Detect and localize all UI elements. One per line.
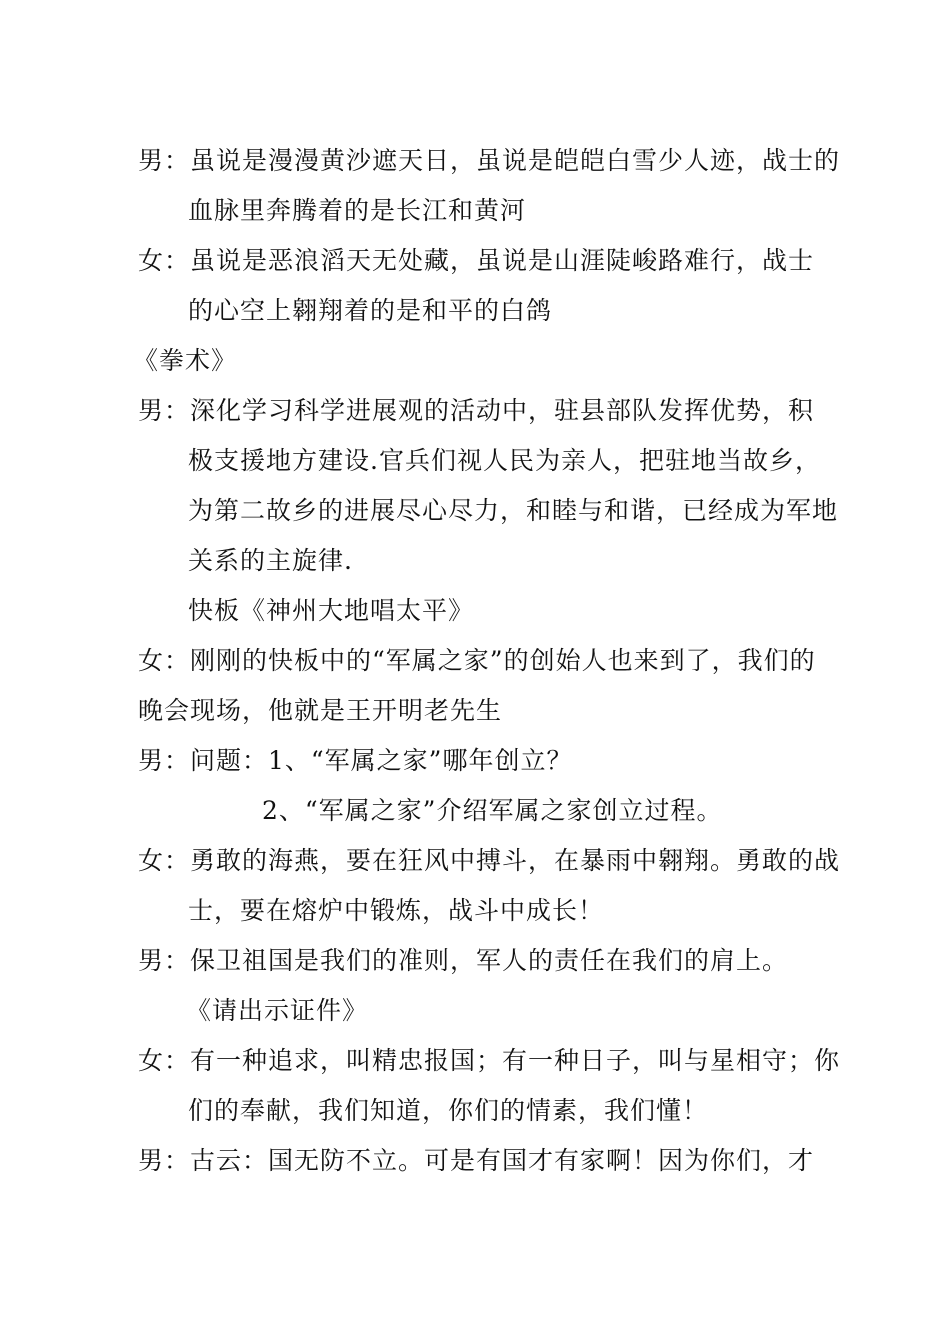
text-line-8: 为第二故乡的进展尽心尽力，和睦与和谐，已经成为军地 (188, 496, 839, 525)
text-line-14: 2、“军属之家”介绍军属之家创立过程。 (262, 796, 723, 825)
text-line-7: 极支援地方建设.官兵们视人民为亲人，把驻地当故乡， (188, 446, 821, 475)
text-line-11: 女：刚刚的快板中的“军属之家”的创始人也来到了，我们的 (138, 646, 816, 675)
text-line-13: 男：问题：1、“军属之家”哪年创立？ (138, 746, 573, 775)
section-title-quanshu: 《拳术》 (133, 346, 238, 375)
text-line-19: 女：有一种追求，叫精忠报国；有一种日子，叫与星相守；你 (138, 1046, 841, 1075)
text-line-2: 血脉里奔腾着的是长江和黄河 (188, 196, 527, 225)
text-line-1: 男：虽说是漫漫黄沙遮天日，虽说是皑皑白雪少人迹，战士的 (138, 146, 841, 175)
section-title-zhengjian: 《请出示证件》 (186, 996, 369, 1025)
text-line-21: 男：古云：国无防不立。可是有国才有家啊！因为你们，才 (138, 1146, 815, 1175)
text-line-17: 男：保卫祖国是我们的准则，军人的责任在我们的肩上。 (138, 946, 789, 975)
text-line-4: 的心空上翱翔着的是和平的白鸽 (188, 296, 553, 325)
text-line-12: 晚会现场，他就是王开明老先生 (138, 696, 503, 725)
text-line-6: 男：深化学习科学进展观的活动中，驻县部队发挥优势，积 (138, 396, 815, 425)
text-line-9: 关系的主旋律. (188, 546, 353, 575)
text-line-3: 女：虽说是恶浪滔天无处藏，虽说是山涯陡峻路难行，战士 (138, 246, 815, 275)
text-line-20: 们的奉献，我们知道，你们的情素，我们懂！ (188, 1096, 709, 1125)
text-line-15: 女：勇敢的海燕，要在狂风中搏斗，在暴雨中翱翔。勇敢的战 (138, 846, 841, 875)
section-title-kuaiban: 快板《神州大地唱太平》 (188, 596, 475, 625)
text-line-16: 士，要在熔炉中锻炼，战斗中成长！ (188, 896, 605, 925)
